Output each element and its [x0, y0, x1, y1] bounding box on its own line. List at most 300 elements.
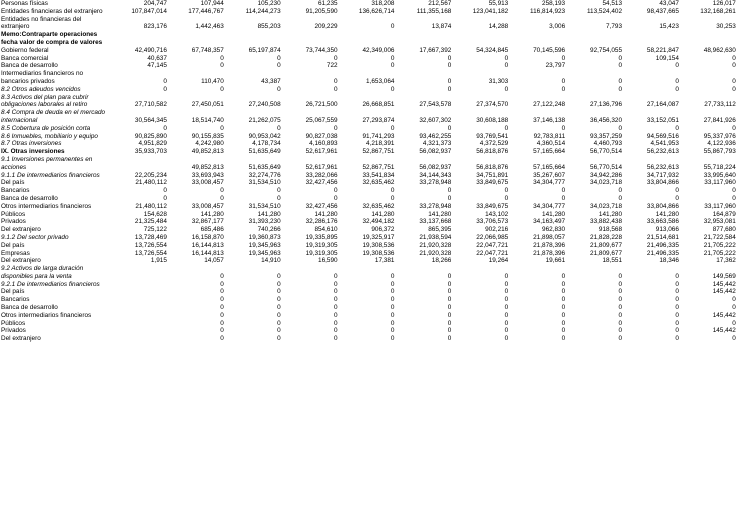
value-cell: 0 — [561, 280, 566, 288]
value-cell: 27,841,926 — [703, 116, 736, 124]
value-cell: 43,387 — [261, 77, 281, 85]
value-cell: 32,427,456 — [305, 202, 338, 210]
value-cell: 0 — [675, 194, 679, 202]
value-cell: 0 — [447, 272, 452, 280]
value-cell: 21,496,335 — [646, 241, 679, 249]
value-cell: 740,266 — [257, 226, 281, 234]
value-cell: 56,082,937 — [419, 163, 452, 171]
value-cell: 1,442,463 — [195, 23, 224, 31]
value-cell: 0 — [504, 187, 509, 195]
value-cell: 33,849,675 — [476, 202, 509, 210]
value-cell: 21,920,328 — [419, 249, 452, 257]
value-cell: 33,663,586 — [646, 218, 679, 226]
value-cell: 52,617,961 — [305, 148, 338, 156]
value-cell: 0 — [277, 85, 281, 93]
value-cell: 18,346 — [659, 257, 679, 265]
value-cell: 27,710,582 — [134, 101, 167, 109]
row-label: Privados — [1, 218, 26, 226]
value-cell: 33,849,675 — [476, 179, 509, 187]
value-cell: 56,770,514 — [590, 148, 623, 156]
value-cell: 95,337,976 — [703, 132, 736, 140]
value-cell: 0 — [504, 62, 509, 70]
value-cell: 4,218,391 — [366, 140, 395, 148]
value-cell: 126,017 — [712, 0, 736, 7]
value-cell: 73,744,350 — [305, 46, 338, 54]
value-cell — [281, 31, 338, 47]
value-cell: 0 — [618, 272, 623, 280]
value-cell: 0 — [334, 280, 338, 288]
value-cell — [110, 304, 167, 312]
table-row — [1, 250, 736, 258]
value-cell: 27,240,508 — [248, 101, 281, 109]
value-cell: 143,102 — [485, 210, 509, 218]
value-cell: 16,144,813 — [191, 241, 224, 249]
value-cell: 33,541,834 — [362, 171, 395, 179]
table-row — [1, 94, 736, 110]
value-cell: 0 — [561, 327, 566, 335]
value-cell: 4,360,514 — [536, 140, 566, 148]
value-cell — [110, 156, 167, 172]
value-cell: 21,828,228 — [590, 233, 623, 241]
value-cell: 34,304,777 — [533, 179, 566, 187]
value-cell: 18,266 — [431, 257, 452, 265]
value-cell: 33,282,066 — [305, 171, 338, 179]
value-cell: 0 — [277, 288, 281, 296]
value-cell: 0 — [675, 85, 679, 93]
value-cell: 0 — [675, 311, 679, 319]
value-cell: 0 — [163, 85, 167, 93]
value-cell: 1,653,064 — [366, 77, 395, 85]
value-cell: 0 — [163, 124, 167, 132]
value-cell: 110,470 — [201, 77, 224, 85]
table-row — [1, 0, 736, 8]
value-cell: 962,830 — [542, 226, 566, 234]
value-cell: 33,278,948 — [419, 179, 452, 187]
value-cell: 0 — [504, 296, 509, 304]
value-cell: 0 — [447, 194, 452, 202]
value-cell: 0 — [220, 62, 224, 70]
value-cell: 33,995,640 — [703, 171, 736, 179]
value-cell: 0 — [220, 280, 224, 288]
value-cell: 0 — [732, 85, 736, 93]
value-cell: 21,480,112 — [135, 202, 167, 210]
value-cell: 212,567 — [428, 0, 452, 7]
value-cell: 32,607,302 — [419, 116, 452, 124]
value-cell: 21,705,222 — [703, 241, 736, 249]
table-row — [1, 47, 736, 55]
value-cell: 16,158,870 — [191, 233, 224, 241]
value-cell: 56,232,613 — [646, 163, 679, 171]
value-cell: 0 — [675, 335, 679, 343]
row-label: Del extranjero — [1, 226, 41, 234]
row-label: Banca comercial — [1, 54, 49, 62]
value-cell: 0 — [447, 327, 452, 335]
table-row — [1, 265, 736, 281]
value-cell: 0 — [675, 319, 679, 327]
value-cell — [110, 281, 167, 289]
value-cell: 33,882,438 — [590, 218, 623, 226]
value-cell: 26,668,851 — [362, 101, 395, 109]
value-cell: 33,278,948 — [419, 202, 452, 210]
value-cell: 0 — [504, 272, 509, 280]
value-cell: 90,155,835 — [191, 132, 224, 140]
value-cell: 0 — [163, 77, 167, 85]
row-label: 8.7 Otras inversiones — [1, 140, 62, 148]
value-cell: 33,693,943 — [191, 171, 224, 179]
value-cell: 23,797 — [545, 62, 566, 70]
value-cell: 0 — [618, 85, 623, 93]
row-label: Empresas — [1, 249, 30, 257]
value-cell: 913,066 — [655, 226, 679, 234]
value-cell: 56,082,937 — [419, 148, 452, 156]
value-cell: 13,874 — [431, 23, 452, 31]
row-label: Del país — [1, 288, 25, 296]
row-label: 9.1 Inversiones permanentes en acciones — [1, 155, 93, 171]
row-label: Banca de desarrollo — [1, 304, 58, 312]
value-cell: 94,569,516 — [646, 132, 679, 140]
value-cell: 0 — [561, 77, 566, 85]
value-cell: 0 — [390, 296, 395, 304]
value-cell: 0 — [618, 335, 623, 343]
value-cell: 145,442 — [712, 288, 736, 296]
value-cell: 0 — [561, 187, 566, 195]
value-cell: 37,146,138 — [533, 116, 566, 124]
value-cell: 141,280 — [200, 210, 224, 218]
value-cell: 7,793 — [606, 23, 623, 31]
value-cell: 56,770,514 — [590, 163, 623, 171]
value-cell: 0 — [618, 319, 623, 327]
value-cell: 14,910 — [261, 257, 281, 265]
value-cell: 21,920,328 — [419, 241, 452, 249]
value-cell: 0 — [277, 62, 281, 70]
value-cell: 33,706,573 — [476, 218, 509, 226]
value-cell: 56,818,876 — [476, 148, 509, 156]
table-row — [1, 179, 736, 187]
table-row — [1, 335, 736, 343]
value-cell: 0 — [561, 296, 566, 304]
row-label: Del país — [1, 241, 25, 249]
value-cell: 0 — [220, 296, 224, 304]
value-cell: 43,047 — [659, 0, 679, 7]
value-cell: 0 — [334, 319, 338, 327]
value-cell: 34,023,718 — [590, 202, 623, 210]
value-cell: 0 — [561, 311, 566, 319]
value-cell: 0 — [732, 304, 736, 312]
table-row — [1, 140, 736, 148]
value-cell: 902,216 — [485, 226, 509, 234]
row-label: 8.4 Compra de deuda en el mercado internacional — [1, 109, 106, 124]
value-cell: 0 — [220, 311, 224, 319]
value-cell: 0 — [675, 62, 679, 70]
value-cell: 91,741,293 — [362, 132, 395, 140]
value-cell: 0 — [504, 327, 509, 335]
value-cell: 4,321,373 — [422, 140, 452, 148]
value-cell: 0 — [675, 288, 679, 296]
table-row — [1, 70, 736, 86]
value-cell: 0 — [447, 304, 452, 312]
value-cell: 0 — [732, 194, 736, 202]
value-cell: 19,319,305 — [305, 249, 338, 257]
value-cell: 21,809,677 — [590, 241, 623, 249]
value-cell: 54,324,845 — [476, 46, 509, 54]
value-cell: 906,372 — [371, 226, 395, 234]
value-cell: 34,751,891 — [476, 171, 509, 179]
value-cell: 4,160,893 — [309, 140, 338, 148]
value-cell — [338, 31, 395, 47]
value-cell: 0 — [334, 304, 338, 312]
value-cell: 0 — [447, 280, 452, 288]
row-label: 8.2 Otros adeudos vencidos — [1, 85, 81, 93]
value-cell: 19,319,305 — [305, 241, 338, 249]
value-cell: 30,253 — [716, 23, 736, 31]
value-cell: 27,122,248 — [533, 101, 566, 109]
value-cell: 17,667,392 — [419, 46, 452, 54]
value-cell: 0 — [277, 280, 281, 288]
value-cell: 0 — [334, 77, 338, 85]
value-cell: 65,197,874 — [248, 46, 281, 54]
value-cell: 21,496,335 — [646, 249, 679, 257]
value-cell: 56,232,613 — [646, 148, 679, 156]
value-cell: 0 — [334, 296, 338, 304]
table-row — [1, 8, 736, 16]
value-cell: 0 — [220, 304, 224, 312]
value-cell: 17,362 — [716, 257, 736, 265]
value-cell: 0 — [447, 85, 452, 93]
value-cell: 18,551 — [602, 257, 623, 265]
value-cell: 0 — [220, 288, 224, 296]
value-cell — [508, 31, 565, 47]
value-cell: 0 — [504, 124, 509, 132]
value-cell: 21,809,677 — [590, 249, 623, 257]
value-cell: 111,355,168 — [416, 7, 452, 15]
value-cell: 0 — [561, 124, 566, 132]
value-cell: 32,427,456 — [305, 179, 338, 187]
value-cell: 90,953,042 — [248, 132, 281, 140]
value-cell: 0 — [390, 272, 395, 280]
value-cell: 92,754,055 — [590, 46, 623, 54]
value-cell: 0 — [277, 304, 281, 312]
value-cell: 149,569 — [712, 272, 736, 280]
value-cell: 0 — [390, 124, 395, 132]
table-row — [1, 148, 736, 156]
value-cell: 0 — [334, 54, 338, 62]
value-cell: 132,168,261 — [700, 7, 736, 15]
value-cell: 14,057 — [204, 257, 224, 265]
value-cell: 34,144,343 — [419, 171, 452, 179]
value-cell: 0 — [390, 23, 395, 31]
value-cell: 0 — [334, 327, 338, 335]
value-cell: 0 — [504, 311, 509, 319]
value-cell: 145,442 — [712, 280, 736, 288]
value-cell: 0 — [675, 327, 679, 335]
value-cell: 0 — [447, 124, 452, 132]
value-cell — [110, 296, 167, 304]
value-cell: 0 — [390, 327, 395, 335]
value-cell: 32,274,776 — [248, 171, 281, 179]
value-cell: 0 — [561, 272, 566, 280]
value-cell: 49,852,813 — [191, 148, 224, 156]
value-cell: 49,852,813 — [191, 163, 224, 171]
value-cell: 0 — [618, 280, 623, 288]
value-cell: 725,122 — [143, 226, 167, 234]
value-cell: 32,635,462 — [362, 179, 395, 187]
table-row — [1, 86, 736, 94]
value-cell: 318,208 — [371, 0, 395, 7]
table-row — [1, 133, 736, 141]
value-cell: 0 — [447, 288, 452, 296]
value-cell: 57,165,664 — [533, 163, 566, 171]
value-cell: 19,308,536 — [362, 241, 395, 249]
value-cell: 34,304,777 — [533, 202, 566, 210]
value-cell: 0 — [618, 311, 623, 319]
table-row — [1, 327, 736, 335]
value-cell: 56,818,876 — [476, 163, 509, 171]
value-cell: 0 — [675, 304, 679, 312]
value-cell: 22,066,985 — [476, 233, 509, 241]
value-cell — [110, 265, 167, 281]
value-cell — [110, 335, 167, 343]
value-cell: 685,486 — [200, 226, 224, 234]
value-cell: 32,635,462 — [362, 202, 395, 210]
value-cell — [451, 31, 508, 47]
table-row — [1, 281, 736, 289]
value-cell: 30,608,188 — [476, 116, 509, 124]
value-cell: 0 — [220, 335, 224, 343]
value-cell: 13,726,554 — [134, 241, 167, 249]
value-cell: 0 — [163, 187, 167, 195]
value-cell: 42,490,716 — [134, 46, 167, 54]
row-label: IX. Otras inversiones — [1, 148, 65, 156]
value-cell: 34,023,718 — [590, 179, 623, 187]
value-cell: 0 — [504, 54, 509, 62]
table-row — [1, 172, 736, 180]
value-cell: 27,136,796 — [590, 101, 623, 109]
value-cell: 52,867,751 — [362, 163, 395, 171]
value-cell: 90,827,038 — [305, 132, 338, 140]
value-cell: 0 — [390, 335, 395, 343]
value-cell: 31,534,510 — [248, 202, 281, 210]
value-cell: 0 — [561, 304, 566, 312]
table-row — [1, 304, 736, 312]
value-cell: 0 — [447, 319, 452, 327]
value-cell: 4,372,529 — [479, 140, 509, 148]
table-row — [1, 226, 736, 234]
value-cell: 32,953,081 — [703, 218, 736, 226]
row-label: Del extranjero — [1, 257, 41, 265]
value-cell: 877,680 — [712, 226, 736, 234]
row-label: Bancarios — [1, 187, 30, 195]
value-cell: 0 — [277, 296, 281, 304]
value-cell: 105,230 — [257, 0, 281, 7]
value-cell: 0 — [390, 62, 395, 70]
value-cell: 141,280 — [542, 210, 566, 218]
value-cell: 19,661 — [545, 257, 566, 265]
row-label: 9.2 Activos de larga duración disponibles para la venta — [1, 265, 84, 280]
value-cell: 30,564,345 — [134, 116, 167, 124]
value-cell: 40,637 — [147, 54, 167, 62]
value-cell: 116,814,923 — [530, 7, 566, 15]
value-cell: 4,178,734 — [252, 140, 281, 148]
value-cell: 107,944 — [200, 0, 224, 7]
value-cell: 33,117,960 — [704, 179, 736, 187]
value-cell: 33,137,668 — [419, 218, 452, 226]
value-cell: 107,847,014 — [131, 7, 167, 15]
value-cell: 0 — [390, 319, 395, 327]
value-cell — [110, 31, 167, 47]
table-row — [1, 296, 736, 304]
value-cell: 51,635,649 — [248, 148, 281, 156]
value-cell: 61,235 — [318, 0, 338, 7]
row-label: Entidades financieras del extranjero — [1, 7, 103, 15]
value-cell: 4,122,936 — [707, 140, 736, 148]
value-cell: 0 — [277, 319, 281, 327]
value-cell: 0 — [447, 311, 452, 319]
value-cell: 0 — [390, 304, 395, 312]
value-cell: 21,480,112 — [135, 179, 167, 187]
value-cell: 21,938,594 — [419, 233, 452, 241]
value-cell: 0 — [277, 272, 281, 280]
table-body — [1, 0, 736, 343]
value-cell: 67,748,357 — [191, 46, 224, 54]
table-row — [1, 203, 736, 211]
value-cell: 0 — [504, 304, 509, 312]
table-row — [1, 242, 736, 250]
value-cell: 0 — [220, 194, 224, 202]
value-cell: 0 — [334, 194, 338, 202]
value-cell: 136,626,714 — [358, 7, 395, 15]
value-cell: 0 — [334, 335, 338, 343]
value-cell: 34,163,497 — [533, 218, 566, 226]
value-cell: 0 — [277, 54, 281, 62]
value-cell: 27,733,112 — [704, 101, 736, 109]
value-cell: 855,203 — [257, 23, 281, 31]
table-row — [1, 218, 736, 226]
row-label: 9.2.1 De intermediarios financieros — [1, 280, 100, 288]
value-cell: 0 — [277, 335, 281, 343]
value-cell: 0 — [277, 194, 281, 202]
value-cell: 0 — [277, 124, 281, 132]
value-cell: 141,280 — [598, 210, 623, 218]
table-row — [1, 156, 736, 172]
value-cell: 0 — [618, 288, 623, 296]
row-label: Públicos — [1, 319, 26, 327]
value-cell: 0 — [561, 194, 566, 202]
value-cell: 141,280 — [371, 210, 395, 218]
value-cell: 35,267,607 — [533, 171, 566, 179]
value-cell: 0 — [675, 280, 679, 288]
value-cell: 0 — [334, 187, 338, 195]
value-cell: 19,308,536 — [362, 249, 395, 257]
value-cell: 141,280 — [257, 210, 281, 218]
value-cell: 22,205,234 — [134, 171, 167, 179]
row-label: Personas físicas — [1, 0, 48, 7]
value-cell: 21,878,396 — [533, 241, 566, 249]
value-cell: 258,193 — [542, 0, 566, 7]
table-row — [1, 288, 736, 296]
value-cell: 109,154 — [655, 54, 679, 62]
value-cell: 55,913 — [488, 0, 509, 7]
value-cell: 0 — [390, 187, 395, 195]
value-cell: 0 — [675, 296, 679, 304]
value-cell: 0 — [447, 77, 452, 85]
value-cell: 0 — [220, 319, 224, 327]
table-row — [1, 109, 736, 125]
table-row — [1, 125, 736, 133]
row-label: Del país — [1, 179, 25, 187]
value-cell: 164,879 — [712, 210, 736, 218]
value-cell: 141,280 — [314, 210, 338, 218]
value-cell: 145,442 — [712, 327, 736, 335]
